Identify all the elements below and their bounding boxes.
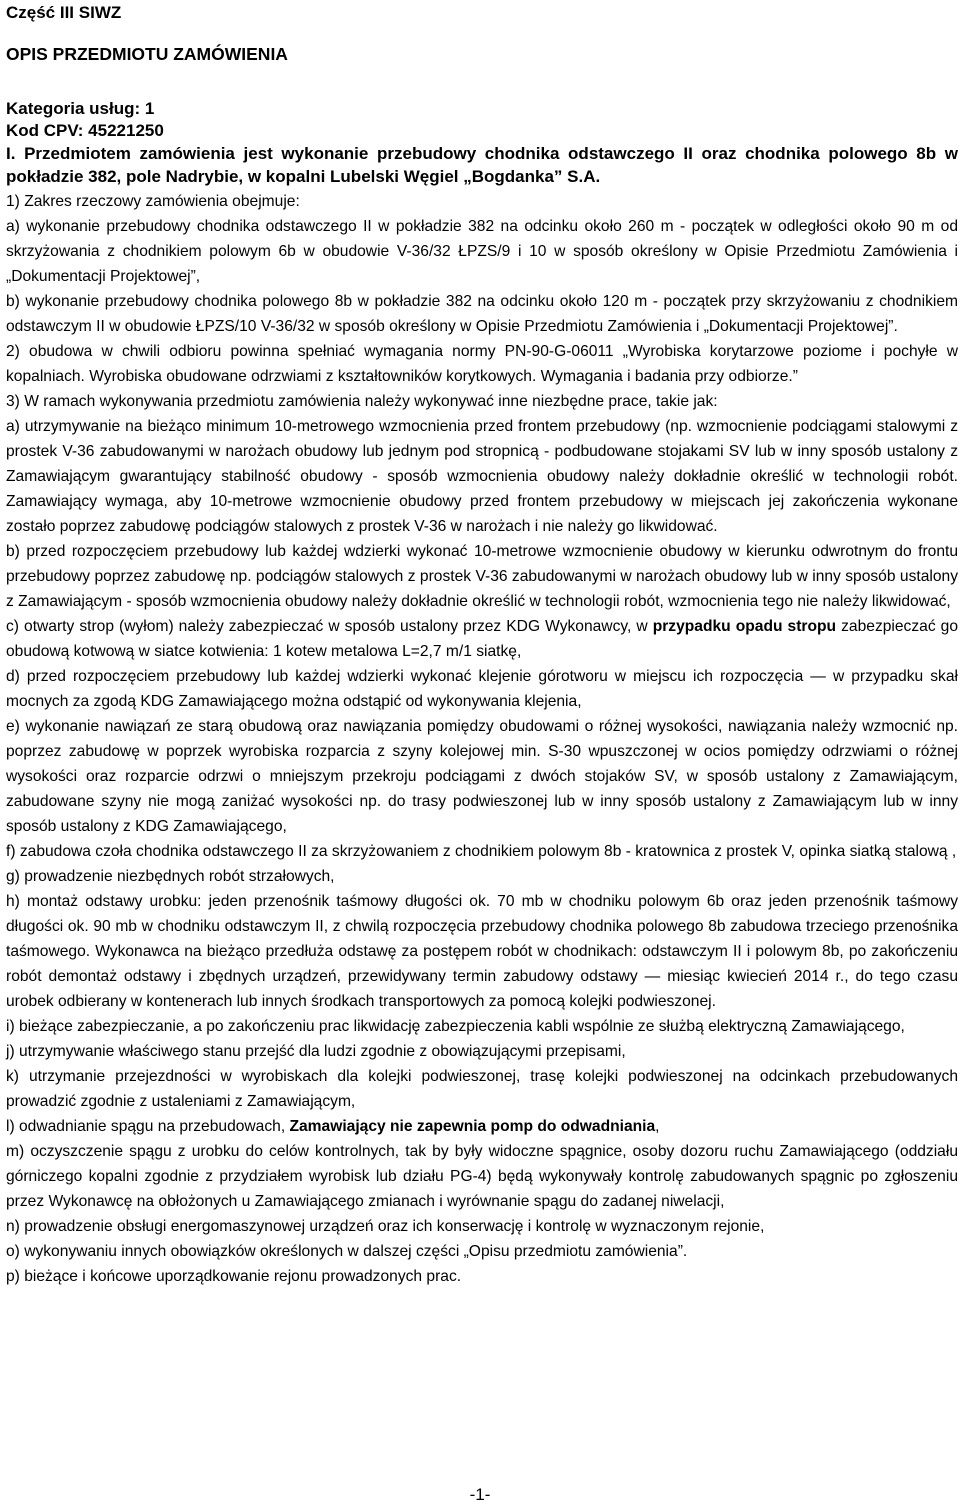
paragraph-item-b: b) wykonanie przebudowy chodnika polowego 8b w pokładzie 382 na odcinku około 120 m - początek przy skrzyżowaniu z chodnikiem odstawczym II w obudowie ŁPZS/10 V-36/32 w sposób określony w Opisie Przedmiotu Zamówienia i „Dokumentacji Projektowej”.	[6, 293, 958, 335]
work-item-g: g) prowadzenie niezbędnych robót strzałowych,	[6, 868, 335, 885]
paragraph-other-works: 3) W ramach wykonywania przedmiotu zamówienia należy wykonywać inne niezbędne prace, takie jak:	[6, 393, 718, 410]
paragraph-lining: 2) obudowa w chwili odbioru powinna spełniać wymagania normy PN-90-G-06011 „Wyrobiska korytarzowe poziome i pochyłe w kopalniach. Wyrobiska obudowane odrzwiami z kształtowników korytkowych. Wymagania i badania przy odbiorze.”	[6, 343, 958, 385]
section-title: I. Przedmiotem zamówienia jest wykonanie przebudowy chodnika odstawczego II oraz chodnika polowego 8b w pokładzie 382, pole Nadrybie, w kopalni Lubelski Węgiel „Bogdanka” S.A.	[6, 144, 958, 186]
work-item-i: i) bieżące zabezpieczanie, a po zakończeniu prac likwidację zabezpieczenia kabli wspólnie ze służbą elektryczną Zamawiającego,	[6, 1018, 905, 1035]
work-item-l-text: l) odwadnianie spągu na przebudowach,	[6, 1118, 290, 1135]
work-item-o: o) wykonywaniu innych obowiązków określonych w dalszej części „Opisu przedmiotu zamówienia”.	[6, 1243, 688, 1260]
work-item-f: f) zabudowa czoła chodnika odstawczego II za skrzyżowaniem z chodnikiem polowym 8b - kratownica z prostek V, opinka siatką stalową ,	[6, 843, 957, 860]
category-line: Kategoria usług: 1	[6, 99, 155, 118]
cpv-code-line: Kod CPV: 45221250	[6, 121, 164, 140]
page-number: -1-	[469, 1485, 491, 1504]
work-item-j: j) utrzymywanie właściwego stanu przejść dla ludzi zgodnie z obowiązującymi przepisami,	[6, 1043, 626, 1060]
work-item-l	[6, 1114, 958, 1139]
work-item-m: m) oczyszczenie spągu z urobku do celów kontrolnych, tak by były widoczne spągnice, osoby dozoru ruchu Zamawiającego (oddziału górniczego kopalni zgodnie z przydziałem wyrobisk lub działu PG-4) będą wykonywały kontrolę zabudowanych spągnic po zgłoszeniu przez Wykonawcę na obłożonych u Zamawiającego zmianach i wyrównanie spągu do zadanej niwelacji,	[6, 1143, 958, 1210]
work-item-c	[6, 614, 958, 664]
section-label: Część III SIWZ	[6, 3, 122, 22]
work-item-h: h) montaż odstawy urobku: jeden przenośnik taśmowy długości ok. 70 mb w chodniku polowym 6b oraz jeden przenośnik taśmowy długości ok. 90 mb w chodniku odstawczym II, z chwilą rozpoczęcia przebudowy chodnika polowego 8b zabudowa trzeciego przenośnika taśmowego. Wykonawca na bieżąco przedłuża odstawę za postępem robót w chodnikach: odstawczym II i polowym 8b, po zakończeniu robót demontaż odstawy i zbędnych urządzeń, przewidywany termin zabudowy odstawy — miesiąc kwiecień 2014 r., do tego czasu urobek odbierany w kontenerach lub innych środkach transportowych za pomocą kolejki podwieszonej.	[6, 893, 958, 1010]
work-item-c-bold: przypadku opadu stropu	[652, 618, 837, 635]
work-item-n: n) prowadzenie obsługi energomaszynowej urządzeń oraz ich konserwację i kontrolę w wyznaczonym rejonie,	[6, 1218, 765, 1235]
work-item-k: k) utrzymanie przejezdności w wyrobiskach dla kolejki podwieszonej, trasę kolejki podwieszonej na odcinkach przebudowanych prowadzić zgodnie z ustaleniami z Zamawiającym,	[6, 1068, 958, 1110]
work-item-l-bold: Zamawiający nie zapewnia pomp do odwadniania	[289, 1118, 656, 1135]
work-item-b: b) przed rozpoczęciem przebudowy lub każdej wdzierki wykonać 10-metrowe wzmocnienie obudowy w kierunku odwrotnym do frontu przebudowy poprzez zabudowę np. podciągów stalowych z prostek V-36 zabudowanymi w narożach obudowy lub w inny sposób ustalony z Zamawiającym - sposób wzmocnienia obudowy należy dokładnie określić w technologii robót, wzmocnienia tego nie należy likwidować,	[6, 543, 958, 610]
work-item-c-rest: zabezpieczać go obudową kotwową w siatce kotwienia: 1 kotew metalowa L=2,7 m/1 siatkę,	[6, 618, 959, 660]
work-item-p: p) bieżące i końcowe uporządkowanie rejonu prowadzonych prac.	[6, 1268, 462, 1285]
paragraph-scope: 1) Zakres rzeczowy zamówienia obejmuje:	[6, 193, 300, 210]
work-item-d: d) przed rozpoczęciem przebudowy lub każdej wdzierki wykonać klejenie górotworu w miejscu ich rozpoczęcia — w przypadku skał mocnych za zgodą KDG Zamawiającego można odstąpić od wykonywania klejenia,	[6, 668, 958, 710]
document-title: OPIS PRZEDMIOTU ZAMÓWIENIA	[6, 44, 288, 64]
work-item-a: a) utrzymywanie na bieżąco minimum 10-metrowego wzmocnienia przed frontem przebudowy (np. wzmocnienie podciągami stalowymi z prostek V-36 zabudowanymi w narożach obudowy lub jednym pod stropnicą - podbudowane stojakami SV lub w inny sposób ustalony z Zamawiającym gwarantujący stabilność obudowy - sposób wzmocnienia obudowy należy dokładnie określić w technologii robót. Zamawiający wymaga, aby 10-metrowe wzmocnienie obudowy przed frontem przebudowy w miejscach jej zakończenia wykonane zostało poprzez zabudowę podciągów stalowych z prostek V-36 w narożach i nie należy go likwidować.	[6, 418, 958, 535]
paragraph-item-a: a) wykonanie przebudowy chodnika odstawczego II w pokładzie 382 na odcinku około 260 m - początek w odległości około 90 m od skrzyżowania z chodnikiem polowym 6b w obudowie V-36/32 ŁPZS/9 i 10 w sposób określony w Opisie Przedmiotu Zamówienia i „Dokumentacji Projektowej”,	[6, 218, 958, 285]
work-item-l-rest: ,	[655, 1118, 660, 1135]
work-item-c-text: c) otwarty strop (wyłom) należy zabezpieczać w sposób ustalony przez KDG Wykonawcy, w	[6, 618, 653, 635]
work-item-e: e) wykonanie nawiązań ze starą obudową oraz nawiązania pomiędzy obudowami o różnej wysokości, nawiązania należy wzmocnić np. poprzez zabudowę w poprzek wyrobiska rozparcia z szyny kolejowej min. S-30 wpuszczonej w ocios pomiędzy odrzwiami o różnej wysokości oraz rozparcie odrzwi o mniejszym przekroju podciągami z dwóch stojaków SV, w sposób ustalony z Zamawiającym, zabudowane szyny nie mogą zaniżać wysokości np. do trasy podwieszonej lub w inny sposób ustalony z Zamawiającym lub w inny sposób ustalony z KDG Zamawiającego,	[6, 718, 958, 835]
document-body	[6, 142, 958, 1289]
